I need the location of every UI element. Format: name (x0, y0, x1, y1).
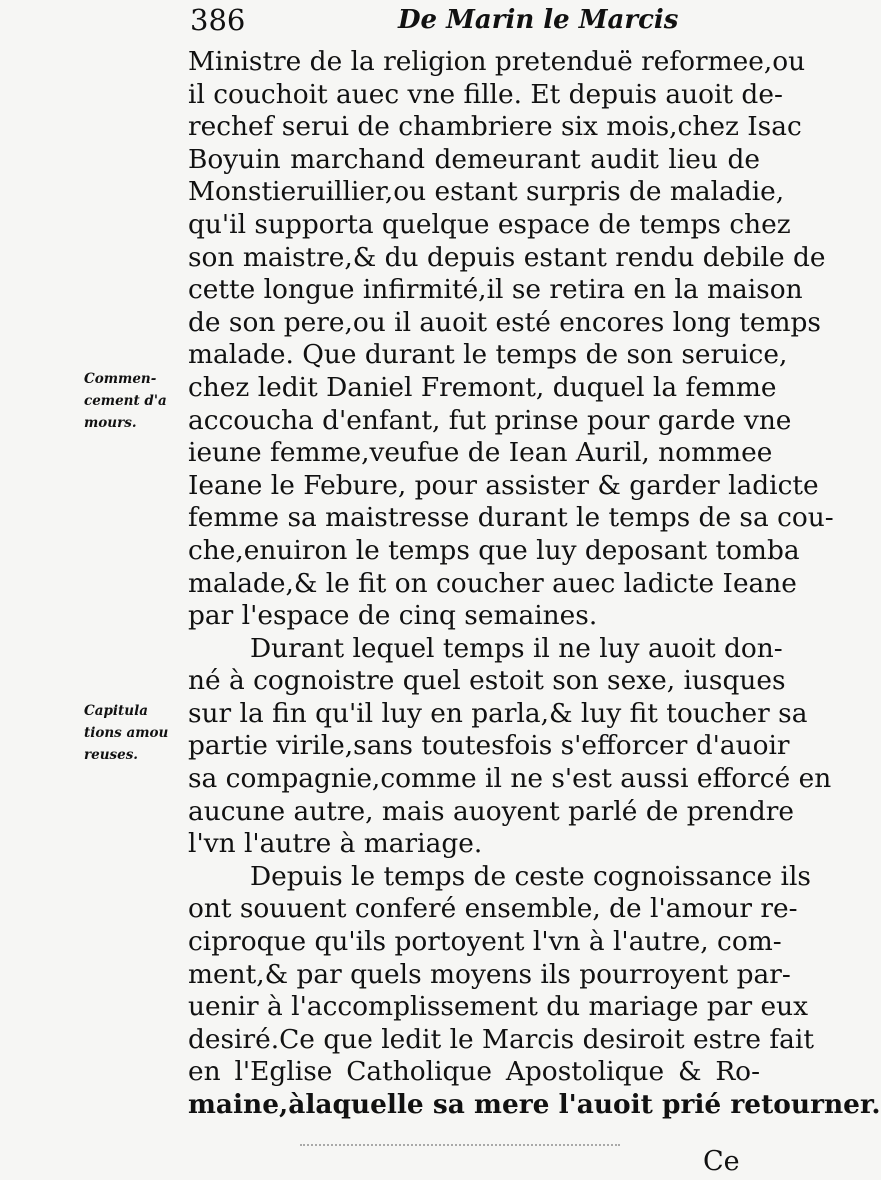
text-line: Ministre de la religion pretenduë reformee,ou (188, 46, 806, 77)
text-line: cette longue infirmité,il se retira en la maison (188, 274, 803, 306)
margin-note-line: reuses. (84, 747, 139, 763)
text-line: rechef serui de chambriere six mois,chez Isac (188, 111, 802, 143)
text-line: Boyuin marchand demeurant audit lieu de (188, 143, 760, 175)
text-line: malade. Que durant le temps de son seruice, (188, 339, 788, 371)
text-line: chez ledit Daniel Fremont, duquel la femme (188, 371, 777, 403)
text-line: che,enuiron le temps que luy deposant tomba (188, 534, 800, 566)
margin-note-line: tions amou (84, 725, 169, 741)
text-line: maine,àlaquelle sa mere l'auoit prié retourner. (188, 1089, 881, 1120)
text-line: Ieane le Febure, pour assister & garder ladicte (188, 469, 819, 501)
margin-note-capitulations (84, 700, 188, 766)
text-line: Monstieruillier,ou estant surpris de maladie, (188, 176, 785, 208)
text-line: accoucha d'enfant, fut prinse pour garde vne (188, 404, 792, 436)
margin-note-line: cement d'a (84, 393, 167, 409)
text-line: ont souuent conferé ensemble, de l'amour re- (188, 893, 798, 925)
paragraph-start-line: Depuis le temps de ceste cognoissance ils (250, 860, 811, 892)
text-line: il couchoit auec vne fille. Et depuis auoit de- (188, 78, 783, 110)
margin-note-line: mours. (84, 415, 137, 431)
text-line: malade,& le fit on coucher auec ladicte Ieane (188, 567, 797, 599)
text-line: de son pere,ou il auoit esté encores long temps (188, 306, 821, 338)
text-line: desiré.Ce que ledit le Marcis desiroit estre fait (188, 1023, 814, 1055)
text-line: ciproque qu'ils portoyent l'vn à l'autre, com- (188, 926, 782, 958)
page-number: 386 (190, 3, 246, 37)
catchword: Ce (703, 1146, 740, 1177)
text-line: uenir à l'accomplissement du mariage par eux (188, 991, 809, 1023)
page-header (190, 0, 760, 44)
text-line: sur la fin qu'il luy en parla,& luy fit toucher sa (188, 697, 808, 729)
text-line: l'vn l'autre à mariage. (188, 828, 483, 860)
paragraph-start-line: Durant lequel temps il ne luy auoit don- (250, 632, 783, 664)
text-line: ieune femme,veufue de Iean Auril, nommee (188, 437, 773, 469)
text-line: en l'Eglise Catholique Apostolique & Ro- (188, 1056, 760, 1088)
text-line: qu'il supporta quelque espace de temps chez (188, 208, 791, 240)
text-line: aucune autre, mais auoyent parlé de prendre (188, 795, 794, 827)
text-line: sa compagnie,comme il ne s'est aussi efforcé en (188, 763, 832, 795)
text-line: femme sa maistresse durant le temps de sa cou- (188, 502, 834, 534)
text-line: partie virile,sans toutesfois s'efforcer d'auoir (188, 730, 790, 762)
text-line: son maistre,& du depuis estant rendu debile de (188, 241, 826, 273)
text-line: né à cognoistre quel estoit son sexe, iusques (188, 665, 786, 697)
margin-note-commencement (84, 368, 188, 434)
body-text (188, 46, 881, 1122)
margin-note-line: Commen- (84, 371, 157, 387)
text-line: par l'espace de cinq semaines. (188, 600, 598, 632)
page-bottom-shadow (300, 1144, 620, 1148)
running-head: De Marin le Marcis (398, 5, 679, 35)
margin-note-line: Capitula (84, 703, 148, 719)
text-line: ment,& par quels moyens ils pourroyent par- (188, 958, 791, 990)
